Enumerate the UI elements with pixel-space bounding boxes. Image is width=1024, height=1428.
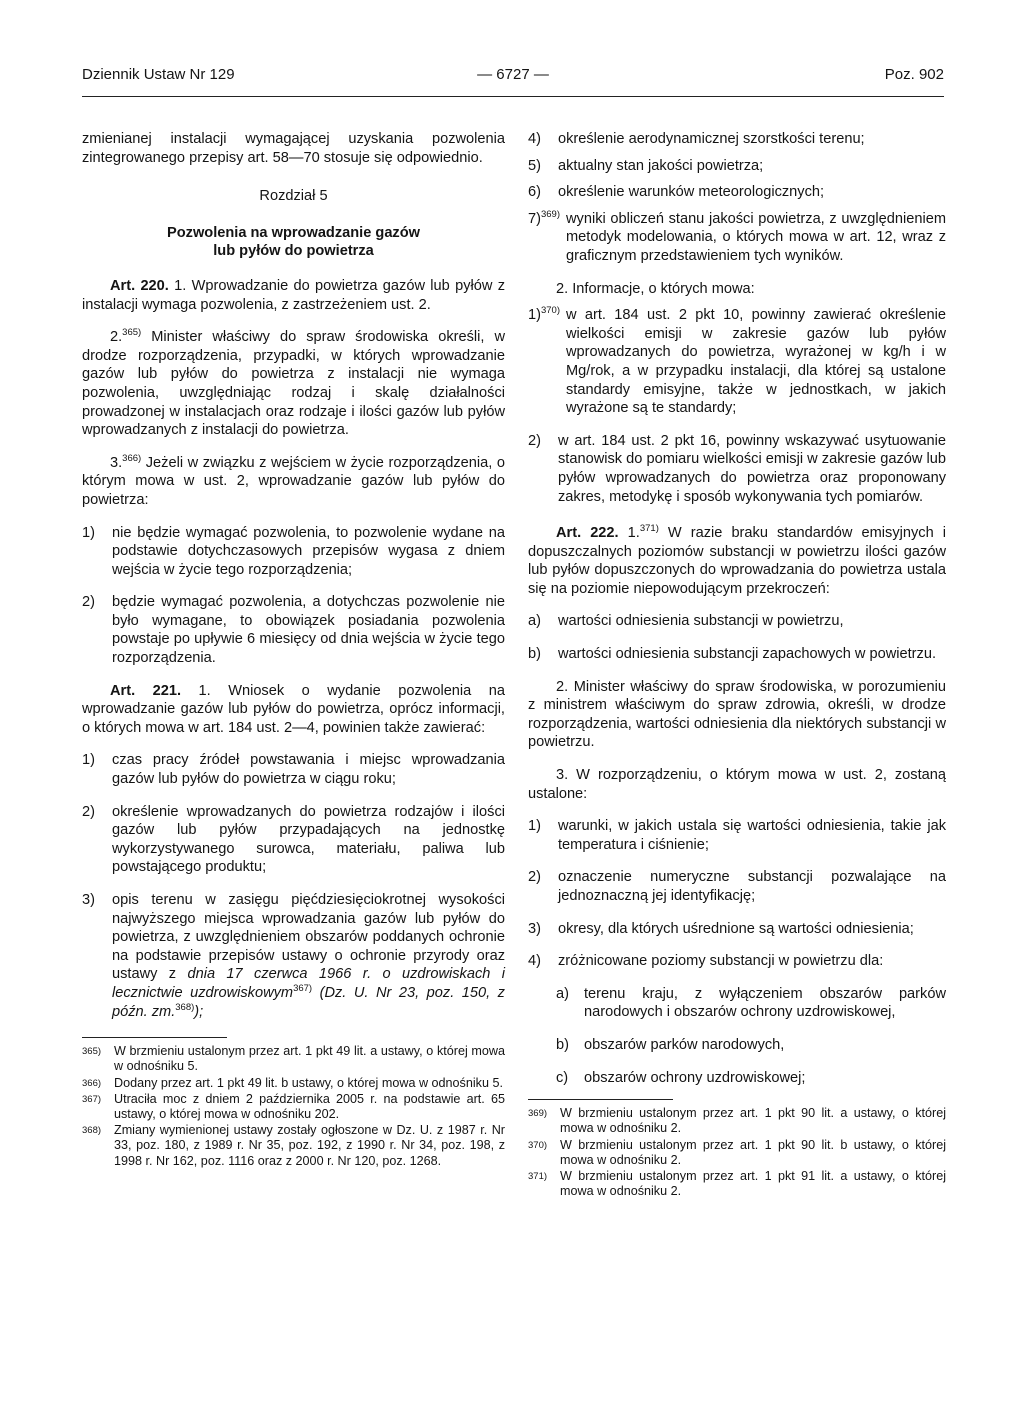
footnote-ref-370: 370) bbox=[540, 305, 560, 317]
list-item-text: obszarów ochrony uzdrowiskowej; bbox=[584, 1069, 806, 1086]
footnote-num: 367) bbox=[82, 1093, 102, 1105]
art-221-label: Art. 221. bbox=[110, 682, 182, 699]
footnote-num: 370) bbox=[528, 1139, 548, 1151]
list-item-num: 3) bbox=[528, 920, 541, 937]
art-221-para-2: 2. Informacje, o których mowa: bbox=[556, 280, 755, 297]
list-item-text: określenie wprowadzanych do powietrza rodzajów i ilości gazów lub pyłów przypadających na jednostkę wykorzystywanego surowca, materiału, paliwa lub powstającego produktu; bbox=[112, 803, 505, 876]
footnote-num: 366) bbox=[82, 1077, 102, 1089]
art-220-para-3-text: Jeżeli w związku z wejściem w życie rozporządzenia, o którym mowa w ust. 2, wprowadzanie gazów lub pyłów do powietrza: bbox=[82, 454, 505, 508]
footnote-ref-366: 366) bbox=[122, 452, 142, 464]
footnote-text: W brzmieniu ustalonym przez art. 1 pkt 49 lit. a ustawy, o której mowa w odnośniku 5. bbox=[114, 1044, 505, 1074]
list-item-text: terenu kraju, z wyłączeniem obszarów parków narodowych i obszarów ochrony uzdrowiskowej, bbox=[584, 985, 946, 1021]
list-item bbox=[528, 306, 946, 418]
list-item bbox=[528, 645, 946, 664]
list-item-num: 2) bbox=[82, 803, 95, 820]
footnote bbox=[528, 1169, 946, 1199]
list-item-num: b) bbox=[556, 1036, 569, 1053]
item-3-text-b: dnia 17 czerwca 1966 r. o uzdrowiskach i lecznictwie uzdrowiskowym bbox=[112, 966, 505, 1001]
footnote-ref-367: 367) bbox=[293, 983, 313, 995]
footnote-text: Dodany przez art. 1 pkt 49 lit. b ustawy, o której mowa w odnośniku 5. bbox=[114, 1075, 503, 1090]
list-item-text: będzie wymagać pozwolenia, a dotychczas pozwolenie nie było wymagane, to obowiązek posiadania pozwolenia powstaje po upływie 6 miesięcy od dnia wejścia w życie tego rozporządzenia. bbox=[112, 594, 505, 667]
list-item-text: określenie warunków meteorologicznych; bbox=[558, 184, 825, 201]
list-item bbox=[528, 920, 946, 939]
right-column bbox=[528, 130, 946, 1338]
list-item bbox=[82, 593, 505, 667]
list-item bbox=[528, 817, 946, 854]
art-221-list bbox=[82, 751, 505, 1021]
footnote bbox=[82, 1044, 505, 1074]
list-item-text: warunki, w jakich ustala się wartości odniesienia, takie jak temperatura i ciśnienie; bbox=[558, 818, 946, 853]
list-item bbox=[528, 157, 946, 176]
art-222-para-3: 3. W rozporządzeniu, o którym mowa w ust. 2, zostaną ustalone: bbox=[528, 767, 946, 802]
sub-list-item bbox=[556, 1069, 946, 1088]
footnote-divider bbox=[528, 1099, 673, 1100]
art-222-ab-list bbox=[528, 612, 946, 663]
list-item bbox=[528, 612, 946, 631]
footnote-num: 369) bbox=[528, 1108, 548, 1120]
footnote bbox=[82, 1123, 505, 1169]
art-222-para-1-num: 1. bbox=[627, 525, 640, 542]
chapter-heading bbox=[82, 187, 505, 261]
list-item bbox=[528, 952, 946, 971]
art-222-para-1-text: W razie braku standardów emisyjnych i dopuszczalnych poziomów substancji w powietrzu ilości gazów lub pyłów dopuszczonych do wprowadzania do powietrza ustala się na poziomie niepowodującym przekroczeń: bbox=[528, 525, 946, 597]
list-item-text: okresy, dla których uśrednione są wartości odniesienia; bbox=[558, 920, 914, 937]
list-item bbox=[528, 130, 946, 149]
list-item-text: zróżnicowane poziomy substancji w powietrzu dla: bbox=[558, 953, 884, 970]
left-footnotes bbox=[82, 1044, 505, 1169]
art-221-para-1 bbox=[82, 682, 505, 738]
list-item-text: wyniki obliczeń stanu jakości powietrza, z uwzględnieniem metodyk modelowania, o których mowa w art. 12, wraz z graficznym przedstawieniem tych wyników. bbox=[566, 210, 946, 264]
list-item-num: 1) bbox=[528, 818, 541, 835]
list-item-num: a) bbox=[556, 985, 569, 1002]
list-item bbox=[82, 524, 505, 580]
list-item-text: określenie aerodynamicznej szorstkości terenu; bbox=[558, 131, 865, 147]
footnote-text: W brzmieniu ustalonym przez art. 1 pkt 90 lit. a ustawy, o której mowa w odnośniku 2. bbox=[560, 1106, 946, 1136]
art-222-para-3-list bbox=[528, 817, 946, 1087]
list-item bbox=[82, 891, 505, 1021]
footnote-ref-368: 368) bbox=[175, 1001, 195, 1013]
item-7-num: 7) bbox=[528, 210, 541, 227]
footnote bbox=[528, 1138, 946, 1168]
journal-title: Dziennik Ustaw Nr 129 bbox=[82, 66, 235, 83]
page-header bbox=[82, 66, 944, 90]
footnote bbox=[528, 1106, 946, 1136]
p2-item-1-num: 1) bbox=[528, 307, 541, 324]
list-item-text: oznaczenie numeryczne substancji pozwalające na jednoznaczną jej identyfikację; bbox=[558, 869, 946, 904]
footnote bbox=[82, 1076, 505, 1091]
art-220-para-2-num: 2. bbox=[110, 329, 123, 346]
list-item-num: 1) bbox=[82, 752, 95, 769]
list-item-text bbox=[112, 891, 505, 1021]
left-column bbox=[82, 130, 505, 1338]
art-221-para-2-list bbox=[528, 306, 946, 506]
art-220-label: Art. 220. bbox=[110, 277, 169, 294]
list-item bbox=[528, 183, 946, 202]
footnote-ref-369: 369) bbox=[540, 208, 560, 220]
list-item-num: 6) bbox=[528, 184, 541, 201]
item-3-text-c: (Dz. U. Nr 23, poz. 150, z późn. zm. bbox=[112, 984, 505, 1020]
chapter-title-line-2: lub pyłów do powietrza bbox=[213, 243, 374, 260]
list-item-num bbox=[528, 210, 560, 266]
art-220-para-3 bbox=[82, 454, 505, 510]
art-222-para-1 bbox=[528, 524, 946, 598]
list-item-num: 3) bbox=[82, 892, 95, 908]
list-item-text: aktualny stan jakości powietrza; bbox=[558, 157, 764, 174]
sub-list-item bbox=[556, 985, 946, 1022]
list-item-num bbox=[528, 306, 560, 418]
footnote-ref-365: 365) bbox=[122, 327, 142, 339]
art-220-para-1-text: 1. Wprowadzanie do powietrza gazów lub pyłów z instalacji wymaga pozwolenia, z zastrzeżeniem ust. 2. bbox=[82, 277, 505, 313]
sub-list-item bbox=[556, 1036, 946, 1055]
intro-paragraph: zmienianej instalacji wymagającej uzyskania pozwolenia zintegrowanego przepisy art. 58—70 stosuje się odpowiednio. bbox=[82, 131, 505, 166]
art-221-para-1-text: 1. Wniosek o wydanie pozwolenia na wprowadzanie gazów lub pyłów do powietrza, oprócz informacji, o których mowa w art. 184 ust. 2—4, powinien także zawierać: bbox=[82, 682, 505, 736]
list-item bbox=[528, 868, 946, 905]
footnote bbox=[82, 1092, 505, 1122]
header-rule bbox=[82, 96, 944, 97]
art-220-para-2 bbox=[82, 328, 505, 440]
list-item-text: wartości odniesienia substancji zapachowych w powietrzu. bbox=[558, 646, 937, 663]
list-item-num: a) bbox=[528, 613, 541, 630]
list-item-num: 5) bbox=[528, 157, 541, 174]
footnote-text: W brzmieniu ustalonym przez art. 1 pkt 91 lit. a ustawy, o której mowa w odnośniku 2. bbox=[560, 1168, 946, 1199]
list-item-num: 4) bbox=[528, 953, 541, 970]
list-item-num: 4) bbox=[528, 131, 541, 147]
footnote-num: 368) bbox=[82, 1125, 102, 1137]
art-220-list bbox=[82, 524, 505, 668]
art-220-para-3-num: 3. bbox=[110, 454, 123, 471]
footnote-text: Utraciła moc z dniem 2 października 2005 r. na podstawie art. 65 ustawy, o której mowa w odnośniku 202. bbox=[114, 1091, 505, 1121]
footnote-num: 371) bbox=[528, 1170, 548, 1182]
list-item-text: w art. 184 ust. 2 pkt 10, powinny zawierać określenie wielkości emisji w zakresie gazów lub pyłów wprowadzanych do powietrza, wyrażonej w kg/h i w Mg/rok, a w przypadku instalacji, dla której są ustalone standardy emisyjne, także w jednostkach, w jakich wyrażone są te standardy; bbox=[566, 307, 946, 417]
item-3-text-a: opis terenu w zasięgu pięćdziesięciokrotnej wysokości najwyższego miejsca wprowadzania gazów lub pyłów do powietrza, z uwzględnieniem obszarów poddanych ochronie na podstawie przepisów ustawy o ochronie przyrody oraz ustawy z bbox=[112, 892, 505, 983]
list-item-num: b) bbox=[528, 646, 541, 663]
footnote-text: Zmiany wymienionej ustawy zostały ogłoszone w Dz. U. z 1987 r. Nr 33, poz. 180, z 1989 r. Nr 35, poz. 192, z 1990 r. Nr 34, poz. 198, z 1998 r. Nr 162, poz. 1116 oraz z 2000 r. Nr 120, poz. 1268. bbox=[114, 1123, 505, 1168]
page-number: — 6727 — bbox=[477, 66, 549, 83]
list-item-num: c) bbox=[556, 1069, 569, 1086]
position-number: Poz. 902 bbox=[884, 66, 944, 83]
footnote-text: W brzmieniu ustalonym przez art. 1 pkt 90 lit. b ustawy, o której mowa w odnośniku 2. bbox=[560, 1137, 946, 1167]
list-item-num: 2) bbox=[528, 869, 541, 886]
list-item bbox=[528, 210, 946, 266]
right-footnotes bbox=[528, 1106, 946, 1199]
list-item-num: 2) bbox=[82, 594, 95, 611]
art-222-para-2: 2. Minister właściwy do spraw środowiska, w porozumieniu z ministrem właściwym do spraw zdrowia, określi, w drodze rozporządzenia, wartości odniesienia dla niektórych substancji w powietrzu. bbox=[528, 678, 946, 751]
chapter-label: Rozdział 5 bbox=[259, 188, 328, 205]
footnote-divider bbox=[82, 1037, 227, 1038]
footnote-ref-371: 371) bbox=[639, 523, 659, 535]
art-222-label: Art. 222. bbox=[556, 525, 619, 542]
art-220-para-2-text: Minister właściwy do spraw środowiska określi, w drodze rozporządzenia, przypadki, w których wprowadzanie gazów lub pyłów do powietrza z instalacji nie wymaga pozwolenia, uwzględniając rodzaj i skalę działalności prowadzonej w instalacjach oraz rodzaje i ilości gazów lub pyłów wprowadzanych z instalacji do powietrza. bbox=[82, 329, 506, 439]
list-item bbox=[528, 432, 946, 506]
list-item-text: czas pracy źródeł powstawania i miejsc wprowadzania gazów lub pyłów do powietrza w ciągu roku; bbox=[112, 752, 505, 788]
list-item-text: wartości odniesienia substancji w powietrzu, bbox=[558, 613, 844, 630]
list-item bbox=[82, 751, 505, 788]
list-item-text: obszarów parków narodowych, bbox=[584, 1036, 785, 1053]
list-item-text: w art. 184 ust. 2 pkt 16, powinny wskazywać usytuowanie stanowisk do pomiaru wielkości emisji w zakresie gazów lub pyłów wprowadzanych do powietrza oraz proponowany zakres, metodykę i sposób wykonywania tych pomiarów. bbox=[558, 432, 946, 505]
art-220-para-1 bbox=[82, 277, 505, 314]
item-3-text-d: ); bbox=[194, 1003, 204, 1020]
footnote-num: 365) bbox=[82, 1046, 102, 1058]
list-item bbox=[82, 803, 505, 877]
art-221-list-continued bbox=[528, 130, 946, 266]
chapter-title-line-1: Pozwolenia na wprowadzanie gazów bbox=[167, 224, 420, 241]
list-item-num: 2) bbox=[528, 432, 541, 449]
list-item-text: nie będzie wymagać pozwolenia, to pozwolenie wydane na podstawie dotychczasowych przepisów wygasa z dniem wejścia w życie tego rozporządzenia; bbox=[112, 524, 505, 578]
list-item-num: 1) bbox=[82, 524, 95, 541]
